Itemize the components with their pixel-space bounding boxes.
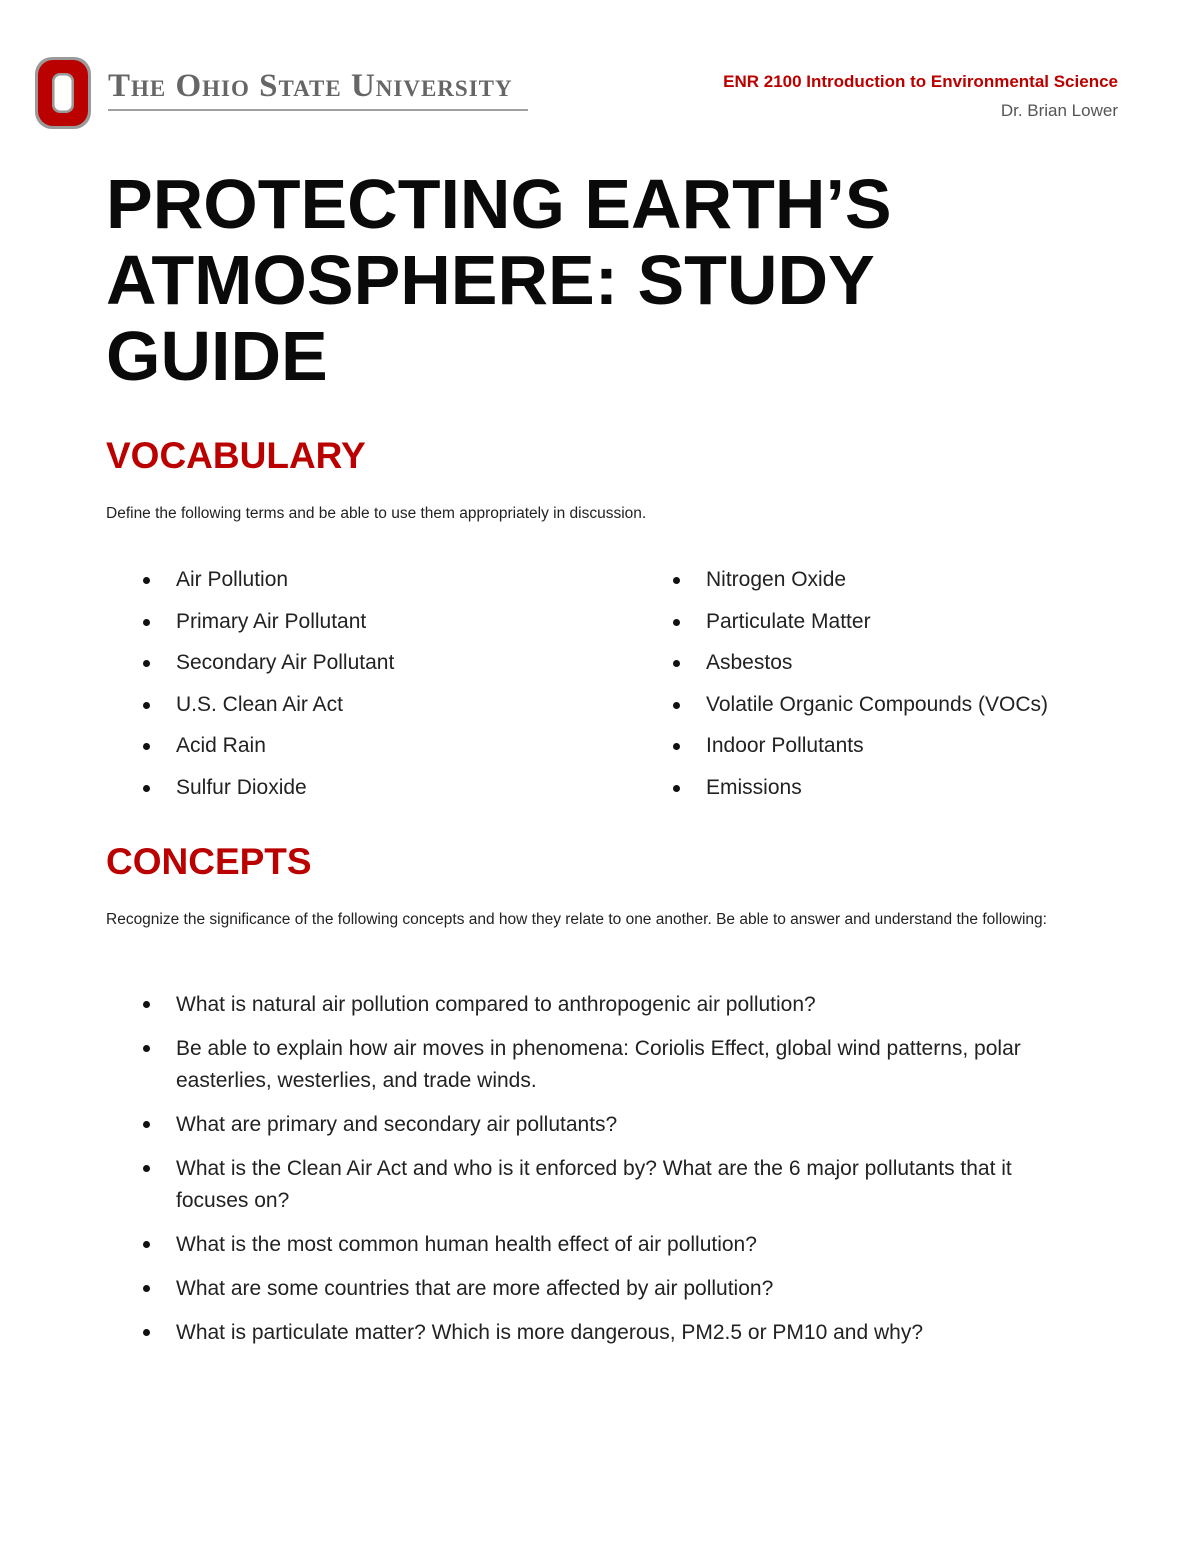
concept-item: What are primary and secondary air pollutants?	[176, 1109, 1086, 1141]
vocabulary-heading: VOCABULARY	[106, 435, 366, 476]
bullet-icon	[143, 1001, 150, 1008]
university-logo	[34, 56, 534, 130]
vocabulary-term: Emissions	[706, 776, 1048, 818]
bullet-icon	[143, 619, 150, 626]
bullet-icon	[143, 1121, 150, 1128]
vocabulary-term: Secondary Air Pollutant	[176, 651, 394, 693]
vocabulary-list-right	[706, 568, 1048, 817]
concept-item: What is particulate matter? Which is more dangerous, PM2.5 or PM10 and why?	[176, 1317, 1086, 1349]
bullet-icon	[143, 743, 150, 750]
concept-item: What is the Clean Air Act and who is it enforced by? What are the 6 major pollutants that it focuses on?	[176, 1153, 1086, 1217]
vocabulary-term: Air Pollution	[176, 568, 394, 610]
logo-wordmark	[108, 68, 513, 105]
concept-item: What is the most common human health effect of air pollution?	[176, 1229, 1086, 1261]
vocabulary-term: Nitrogen Oxide	[706, 568, 1048, 610]
logo-underline	[108, 109, 528, 111]
bullet-icon	[673, 743, 680, 750]
vocabulary-term: Sulfur Dioxide	[176, 776, 394, 818]
bullet-icon	[143, 785, 150, 792]
vocabulary-term: U.S. Clean Air Act	[176, 693, 394, 735]
bullet-icon	[673, 619, 680, 626]
bullet-icon	[673, 702, 680, 709]
concept-item: What are some countries that are more affected by air pollution?	[176, 1273, 1086, 1305]
vocabulary-intro: Define the following terms and be able to use them appropriately in discussion.	[106, 505, 647, 522]
concept-item: What is natural air pollution compared to anthropogenic air pollution?	[176, 989, 1086, 1021]
bullet-icon	[673, 660, 680, 667]
logo-wordmark-text: The Ohio State University	[108, 68, 513, 104]
bullet-icon	[143, 1165, 150, 1172]
bullet-icon	[143, 1329, 150, 1336]
vocabulary-term: Asbestos	[706, 651, 1048, 693]
bullet-icon	[673, 577, 680, 584]
vocabulary-term: Primary Air Pollutant	[176, 610, 394, 652]
course-name: ENR 2100 Introduction to Environmental Science	[723, 72, 1118, 91]
course-info	[723, 72, 1118, 121]
bullet-icon	[673, 785, 680, 792]
bullet-icon	[143, 660, 150, 667]
bullet-icon	[143, 1045, 150, 1052]
bullet-icon	[143, 1285, 150, 1292]
concepts-intro: Recognize the significance of the following concepts and how they relate to one another. Be able to answer and understand the following:	[106, 911, 1047, 928]
block-o-logo-icon	[34, 56, 92, 130]
vocabulary-term: Particulate Matter	[706, 610, 1048, 652]
vocabulary-term: Acid Rain	[176, 734, 394, 776]
bullet-icon	[143, 1241, 150, 1248]
vocabulary-list-left	[176, 568, 394, 817]
bullet-icon	[143, 702, 150, 709]
vocabulary-term: Volatile Organic Compounds (VOCs)	[706, 693, 1048, 735]
instructor-name: Dr. Brian Lower	[1000, 101, 1118, 120]
concepts-list	[176, 989, 1086, 1361]
vocabulary-term: Indoor Pollutants	[706, 734, 1048, 776]
concept-item: Be able to explain how air moves in phenomena: Coriolis Effect, global wind patterns, polar easterlies, westerlies, and trade winds.	[176, 1033, 1086, 1097]
page-title: PROTECTING EARTH’S ATMOSPHERE: STUDY GUIDE	[106, 165, 892, 395]
concepts-heading: CONCEPTS	[106, 841, 312, 882]
bullet-icon	[143, 577, 150, 584]
